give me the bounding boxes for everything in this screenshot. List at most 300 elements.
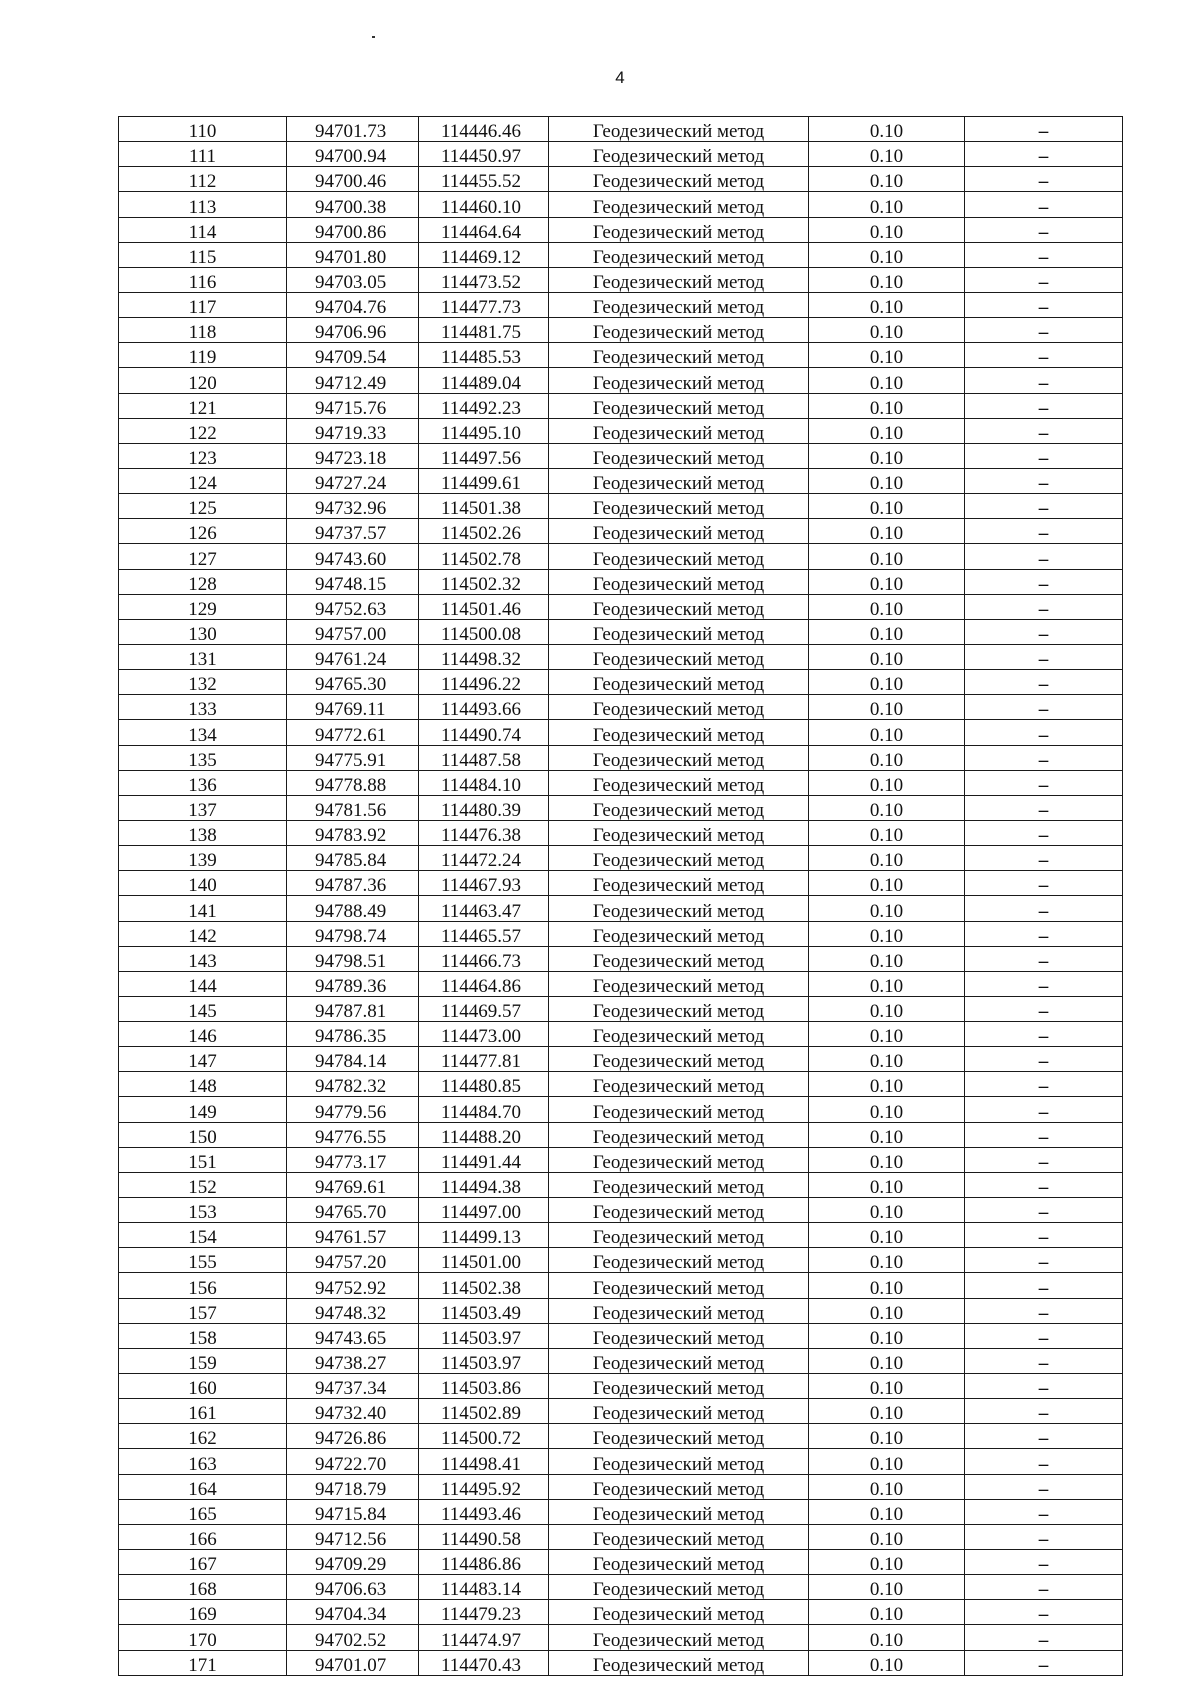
method-cell: Геодезический метод: [549, 1198, 809, 1223]
table-row: [119, 1298, 1123, 1323]
x-coordinate-cell: 94703.05: [287, 267, 419, 292]
x-coordinate-cell: 94779.56: [287, 1097, 419, 1122]
point-number-cell: 154: [119, 1223, 287, 1248]
accuracy-cell: 0.10: [809, 242, 965, 267]
note-cell: –: [965, 695, 1123, 720]
y-coordinate-cell: 114503.97: [419, 1348, 549, 1373]
method-cell: Геодезический метод: [549, 192, 809, 217]
method-cell: Геодезический метод: [549, 167, 809, 192]
note-cell: –: [965, 368, 1123, 393]
method-cell: Геодезический метод: [549, 971, 809, 996]
accuracy-cell: 0.10: [809, 846, 965, 871]
accuracy-cell: 0.10: [809, 1097, 965, 1122]
method-cell: Геодезический метод: [549, 896, 809, 921]
accuracy-cell: 0.10: [809, 795, 965, 820]
table-row: [119, 1524, 1123, 1549]
accuracy-cell: 0.10: [809, 142, 965, 167]
table-row: [119, 720, 1123, 745]
method-cell: Геодезический метод: [549, 1022, 809, 1047]
method-cell: Геодезический метод: [549, 292, 809, 317]
method-cell: Геодезический метод: [549, 117, 809, 142]
y-coordinate-cell: 114473.00: [419, 1022, 549, 1047]
note-cell: –: [965, 1474, 1123, 1499]
table-row: [119, 318, 1123, 343]
accuracy-cell: 0.10: [809, 1424, 965, 1449]
y-coordinate-cell: 114495.92: [419, 1474, 549, 1499]
note-cell: –: [965, 720, 1123, 745]
table-row: [119, 1072, 1123, 1097]
y-coordinate-cell: 114499.13: [419, 1223, 549, 1248]
x-coordinate-cell: 94789.36: [287, 971, 419, 996]
accuracy-cell: 0.10: [809, 1600, 965, 1625]
method-cell: Геодезический метод: [549, 770, 809, 795]
accuracy-cell: 0.10: [809, 946, 965, 971]
y-coordinate-cell: 114465.57: [419, 921, 549, 946]
note-cell: –: [965, 1147, 1123, 1172]
table-row: [119, 896, 1123, 921]
y-coordinate-cell: 114493.66: [419, 695, 549, 720]
x-coordinate-cell: 94738.27: [287, 1348, 419, 1373]
note-cell: –: [965, 871, 1123, 896]
accuracy-cell: 0.10: [809, 1625, 965, 1650]
accuracy-cell: 0.10: [809, 368, 965, 393]
accuracy-cell: 0.10: [809, 217, 965, 242]
x-coordinate-cell: 94706.63: [287, 1575, 419, 1600]
method-cell: Геодезический метод: [549, 1374, 809, 1399]
note-cell: –: [965, 896, 1123, 921]
point-number-cell: 115: [119, 242, 287, 267]
table-row: [119, 1323, 1123, 1348]
y-coordinate-cell: 114489.04: [419, 368, 549, 393]
table-row: [119, 393, 1123, 418]
x-coordinate-cell: 94773.17: [287, 1147, 419, 1172]
y-coordinate-cell: 114500.72: [419, 1424, 549, 1449]
x-coordinate-cell: 94706.96: [287, 318, 419, 343]
method-cell: Геодезический метод: [549, 594, 809, 619]
y-coordinate-cell: 114477.81: [419, 1047, 549, 1072]
x-coordinate-cell: 94715.84: [287, 1499, 419, 1524]
method-cell: Геодезический метод: [549, 1122, 809, 1147]
x-coordinate-cell: 94723.18: [287, 443, 419, 468]
note-cell: –: [965, 1198, 1123, 1223]
table-row: [119, 167, 1123, 192]
point-number-cell: 134: [119, 720, 287, 745]
accuracy-cell: 0.10: [809, 1047, 965, 1072]
method-cell: Геодезический метод: [549, 670, 809, 695]
method-cell: Геодезический метод: [549, 142, 809, 167]
x-coordinate-cell: 94769.11: [287, 695, 419, 720]
point-number-cell: 149: [119, 1097, 287, 1122]
point-number-cell: 165: [119, 1499, 287, 1524]
method-cell: Геодезический метод: [549, 217, 809, 242]
x-coordinate-cell: 94732.40: [287, 1399, 419, 1424]
y-coordinate-cell: 114490.58: [419, 1524, 549, 1549]
point-number-cell: 143: [119, 946, 287, 971]
method-cell: Геодезический метод: [549, 996, 809, 1021]
point-number-cell: 169: [119, 1600, 287, 1625]
table-row: [119, 644, 1123, 669]
table-row: [119, 468, 1123, 493]
accuracy-cell: 0.10: [809, 871, 965, 896]
method-cell: Геодезический метод: [549, 1273, 809, 1298]
point-number-cell: 120: [119, 368, 287, 393]
x-coordinate-cell: 94726.86: [287, 1424, 419, 1449]
x-coordinate-cell: 94776.55: [287, 1122, 419, 1147]
note-cell: –: [965, 1323, 1123, 1348]
point-number-cell: 112: [119, 167, 287, 192]
x-coordinate-cell: 94700.86: [287, 217, 419, 242]
note-cell: –: [965, 468, 1123, 493]
x-coordinate-cell: 94712.56: [287, 1524, 419, 1549]
y-coordinate-cell: 114480.85: [419, 1072, 549, 1097]
point-number-cell: 168: [119, 1575, 287, 1600]
note-cell: –: [965, 1424, 1123, 1449]
accuracy-cell: 0.10: [809, 720, 965, 745]
y-coordinate-cell: 114502.89: [419, 1399, 549, 1424]
point-number-cell: 161: [119, 1399, 287, 1424]
accuracy-cell: 0.10: [809, 519, 965, 544]
note-cell: –: [965, 971, 1123, 996]
y-coordinate-cell: 114500.08: [419, 619, 549, 644]
method-cell: Геодезический метод: [549, 1348, 809, 1373]
point-number-cell: 129: [119, 594, 287, 619]
accuracy-cell: 0.10: [809, 443, 965, 468]
table-row: [119, 544, 1123, 569]
note-cell: –: [965, 1273, 1123, 1298]
table-row: [119, 368, 1123, 393]
point-number-cell: 135: [119, 745, 287, 770]
accuracy-cell: 0.10: [809, 292, 965, 317]
y-coordinate-cell: 114473.52: [419, 267, 549, 292]
x-coordinate-cell: 94719.33: [287, 418, 419, 443]
accuracy-cell: 0.10: [809, 192, 965, 217]
method-cell: Геодезический метод: [549, 242, 809, 267]
x-coordinate-cell: 94701.80: [287, 242, 419, 267]
table-row: [119, 871, 1123, 896]
point-number-cell: 136: [119, 770, 287, 795]
table-row: [119, 594, 1123, 619]
note-cell: –: [965, 1223, 1123, 1248]
x-coordinate-cell: 94732.96: [287, 494, 419, 519]
accuracy-cell: 0.10: [809, 670, 965, 695]
table-row: [119, 670, 1123, 695]
accuracy-cell: 0.10: [809, 971, 965, 996]
point-number-cell: 141: [119, 896, 287, 921]
y-coordinate-cell: 114488.20: [419, 1122, 549, 1147]
accuracy-cell: 0.10: [809, 1348, 965, 1373]
point-number-cell: 117: [119, 292, 287, 317]
method-cell: Геодезический метод: [549, 1072, 809, 1097]
y-coordinate-cell: 114467.93: [419, 871, 549, 896]
note-cell: –: [965, 318, 1123, 343]
point-number-cell: 122: [119, 418, 287, 443]
accuracy-cell: 0.10: [809, 1022, 965, 1047]
y-coordinate-cell: 114497.56: [419, 443, 549, 468]
point-number-cell: 140: [119, 871, 287, 896]
note-cell: –: [965, 770, 1123, 795]
x-coordinate-cell: 94782.32: [287, 1072, 419, 1097]
y-coordinate-cell: 114464.86: [419, 971, 549, 996]
table-row: [119, 292, 1123, 317]
x-coordinate-cell: 94784.14: [287, 1047, 419, 1072]
accuracy-cell: 0.10: [809, 167, 965, 192]
y-coordinate-cell: 114499.61: [419, 468, 549, 493]
method-cell: Геодезический метод: [549, 1650, 809, 1675]
method-cell: Геодезический метод: [549, 1625, 809, 1650]
method-cell: Геодезический метод: [549, 1499, 809, 1524]
accuracy-cell: 0.10: [809, 1298, 965, 1323]
method-cell: Геодезический метод: [549, 443, 809, 468]
accuracy-cell: 0.10: [809, 418, 965, 443]
coordinates-table: [118, 116, 1123, 1676]
accuracy-cell: 0.10: [809, 921, 965, 946]
note-cell: –: [965, 670, 1123, 695]
y-coordinate-cell: 114492.23: [419, 393, 549, 418]
point-number-cell: 157: [119, 1298, 287, 1323]
table-row: [119, 1022, 1123, 1047]
note-cell: –: [965, 1650, 1123, 1675]
x-coordinate-cell: 94709.54: [287, 343, 419, 368]
table-row: [119, 846, 1123, 871]
y-coordinate-cell: 114480.39: [419, 795, 549, 820]
x-coordinate-cell: 94700.94: [287, 142, 419, 167]
x-coordinate-cell: 94775.91: [287, 745, 419, 770]
method-cell: Геодезический метод: [549, 1524, 809, 1549]
point-number-cell: 142: [119, 921, 287, 946]
note-cell: –: [965, 494, 1123, 519]
method-cell: Геодезический метод: [549, 644, 809, 669]
table-row: [119, 1600, 1123, 1625]
accuracy-cell: 0.10: [809, 594, 965, 619]
table-row: [119, 1575, 1123, 1600]
x-coordinate-cell: 94737.57: [287, 519, 419, 544]
point-number-cell: 139: [119, 846, 287, 871]
x-coordinate-cell: 94757.20: [287, 1248, 419, 1273]
point-number-cell: 145: [119, 996, 287, 1021]
method-cell: Геодезический метод: [549, 1474, 809, 1499]
note-cell: –: [965, 745, 1123, 770]
point-number-cell: 159: [119, 1348, 287, 1373]
table-row: [119, 820, 1123, 845]
note-cell: –: [965, 267, 1123, 292]
y-coordinate-cell: 114503.97: [419, 1323, 549, 1348]
x-coordinate-cell: 94722.70: [287, 1449, 419, 1474]
table-row: [119, 1047, 1123, 1072]
method-cell: Геодезический метод: [549, 619, 809, 644]
x-coordinate-cell: 94787.81: [287, 996, 419, 1021]
table-row: [119, 1198, 1123, 1223]
x-coordinate-cell: 94702.52: [287, 1625, 419, 1650]
x-coordinate-cell: 94772.61: [287, 720, 419, 745]
scan-speck: [372, 36, 375, 38]
note-cell: –: [965, 1097, 1123, 1122]
page-number: 4: [615, 68, 625, 87]
point-number-cell: 148: [119, 1072, 287, 1097]
y-coordinate-cell: 114469.12: [419, 242, 549, 267]
note-cell: –: [965, 1298, 1123, 1323]
y-coordinate-cell: 114490.74: [419, 720, 549, 745]
method-cell: Геодезический метод: [549, 745, 809, 770]
note-cell: –: [965, 946, 1123, 971]
accuracy-cell: 0.10: [809, 1524, 965, 1549]
table-row: [119, 418, 1123, 443]
method-cell: Геодезический метод: [549, 820, 809, 845]
x-coordinate-cell: 94781.56: [287, 795, 419, 820]
table-row: [119, 1474, 1123, 1499]
y-coordinate-cell: 114481.75: [419, 318, 549, 343]
x-coordinate-cell: 94761.24: [287, 644, 419, 669]
note-cell: –: [965, 1625, 1123, 1650]
point-number-cell: 111: [119, 142, 287, 167]
table-row: [119, 343, 1123, 368]
note-cell: –: [965, 443, 1123, 468]
method-cell: Геодезический метод: [549, 1575, 809, 1600]
x-coordinate-cell: 94757.00: [287, 619, 419, 644]
method-cell: Геодезический метод: [549, 368, 809, 393]
x-coordinate-cell: 94704.34: [287, 1600, 419, 1625]
note-cell: –: [965, 117, 1123, 142]
accuracy-cell: 0.10: [809, 343, 965, 368]
table-row: [119, 267, 1123, 292]
accuracy-cell: 0.10: [809, 644, 965, 669]
method-cell: Геодезический метод: [549, 921, 809, 946]
point-number-cell: 127: [119, 544, 287, 569]
table-row: [119, 1374, 1123, 1399]
point-number-cell: 110: [119, 117, 287, 142]
note-cell: –: [965, 996, 1123, 1021]
table-row: [119, 1449, 1123, 1474]
note-cell: –: [965, 167, 1123, 192]
point-number-cell: 163: [119, 1449, 287, 1474]
method-cell: Геодезический метод: [549, 468, 809, 493]
y-coordinate-cell: 114477.73: [419, 292, 549, 317]
x-coordinate-cell: 94765.70: [287, 1198, 419, 1223]
point-number-cell: 150: [119, 1122, 287, 1147]
x-coordinate-cell: 94761.57: [287, 1223, 419, 1248]
table-row: [119, 443, 1123, 468]
method-cell: Геодезический метод: [549, 1449, 809, 1474]
note-cell: –: [965, 418, 1123, 443]
note-cell: –: [965, 1072, 1123, 1097]
y-coordinate-cell: 114460.10: [419, 192, 549, 217]
accuracy-cell: 0.10: [809, 1273, 965, 1298]
method-cell: Геодезический метод: [549, 267, 809, 292]
y-coordinate-cell: 114466.73: [419, 946, 549, 971]
note-cell: –: [965, 192, 1123, 217]
y-coordinate-cell: 114494.38: [419, 1172, 549, 1197]
point-number-cell: 118: [119, 318, 287, 343]
method-cell: Геодезический метод: [549, 1097, 809, 1122]
x-coordinate-cell: 94752.63: [287, 594, 419, 619]
point-number-cell: 166: [119, 1524, 287, 1549]
method-cell: Геодезический метод: [549, 569, 809, 594]
table-row: [119, 1650, 1123, 1675]
table-row: [119, 921, 1123, 946]
note-cell: –: [965, 1348, 1123, 1373]
y-coordinate-cell: 114464.64: [419, 217, 549, 242]
note-cell: –: [965, 292, 1123, 317]
x-coordinate-cell: 94798.51: [287, 946, 419, 971]
method-cell: Геодезический метод: [549, 720, 809, 745]
method-cell: Геодезический метод: [549, 1223, 809, 1248]
accuracy-cell: 0.10: [809, 745, 965, 770]
method-cell: Геодезический метод: [549, 544, 809, 569]
y-coordinate-cell: 114469.57: [419, 996, 549, 1021]
accuracy-cell: 0.10: [809, 1198, 965, 1223]
x-coordinate-cell: 94709.29: [287, 1550, 419, 1575]
x-coordinate-cell: 94787.36: [287, 871, 419, 896]
y-coordinate-cell: 114484.10: [419, 770, 549, 795]
table-row: [119, 971, 1123, 996]
note-cell: –: [965, 1449, 1123, 1474]
x-coordinate-cell: 94743.60: [287, 544, 419, 569]
method-cell: Геодезический метод: [549, 393, 809, 418]
coordinates-table-body: [119, 117, 1123, 1676]
y-coordinate-cell: 114485.53: [419, 343, 549, 368]
point-number-cell: 171: [119, 1650, 287, 1675]
accuracy-cell: 0.10: [809, 1122, 965, 1147]
accuracy-cell: 0.10: [809, 494, 965, 519]
accuracy-cell: 0.10: [809, 1072, 965, 1097]
table-row: [119, 142, 1123, 167]
y-coordinate-cell: 114501.00: [419, 1248, 549, 1273]
accuracy-cell: 0.10: [809, 468, 965, 493]
x-coordinate-cell: 94700.46: [287, 167, 419, 192]
x-coordinate-cell: 94718.79: [287, 1474, 419, 1499]
note-cell: –: [965, 569, 1123, 594]
table-row: [119, 1273, 1123, 1298]
x-coordinate-cell: 94783.92: [287, 820, 419, 845]
x-coordinate-cell: 94798.74: [287, 921, 419, 946]
x-coordinate-cell: 94712.49: [287, 368, 419, 393]
method-cell: Геодезический метод: [549, 846, 809, 871]
table-row: [119, 1424, 1123, 1449]
method-cell: Геодезический метод: [549, 795, 809, 820]
method-cell: Геодезический метод: [549, 1323, 809, 1348]
point-number-cell: 116: [119, 267, 287, 292]
method-cell: Геодезический метод: [549, 1172, 809, 1197]
x-coordinate-cell: 94715.76: [287, 393, 419, 418]
point-number-cell: 126: [119, 519, 287, 544]
accuracy-cell: 0.10: [809, 1650, 965, 1675]
point-number-cell: 156: [119, 1273, 287, 1298]
method-cell: Геодезический метод: [549, 1550, 809, 1575]
note-cell: –: [965, 544, 1123, 569]
method-cell: Геодезический метод: [549, 946, 809, 971]
table-row: [119, 242, 1123, 267]
y-coordinate-cell: 114501.38: [419, 494, 549, 519]
y-coordinate-cell: 114501.46: [419, 594, 549, 619]
accuracy-cell: 0.10: [809, 1223, 965, 1248]
point-number-cell: 170: [119, 1625, 287, 1650]
y-coordinate-cell: 114479.23: [419, 1600, 549, 1625]
x-coordinate-cell: 94700.38: [287, 192, 419, 217]
y-coordinate-cell: 114502.78: [419, 544, 549, 569]
table-row: [119, 1550, 1123, 1575]
x-coordinate-cell: 94701.07: [287, 1650, 419, 1675]
point-number-cell: 147: [119, 1047, 287, 1072]
table-row: [119, 117, 1123, 142]
point-number-cell: 137: [119, 795, 287, 820]
method-cell: Геодезический метод: [549, 1600, 809, 1625]
point-number-cell: 151: [119, 1147, 287, 1172]
y-coordinate-cell: 114446.46: [419, 117, 549, 142]
note-cell: –: [965, 1374, 1123, 1399]
accuracy-cell: 0.10: [809, 1499, 965, 1524]
method-cell: Геодезический метод: [549, 318, 809, 343]
note-cell: –: [965, 846, 1123, 871]
accuracy-cell: 0.10: [809, 1147, 965, 1172]
